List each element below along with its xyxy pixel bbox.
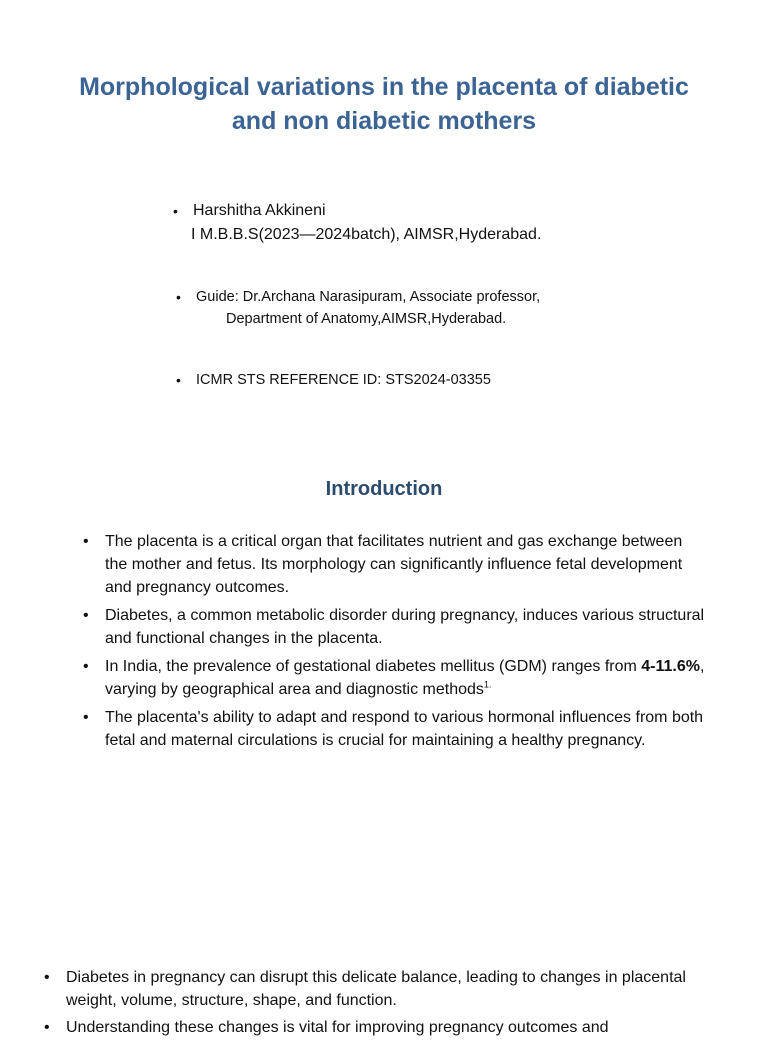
- author-name: Harshitha Akkineni: [193, 202, 326, 219]
- list-item-text: Diabetes in pregnancy can disrupt this delicate balance, leading to changes in placental weight, volume, structure, shape, and function.: [66, 969, 686, 1009]
- list-item-text: Understanding these changes is vital for improving pregnancy outcomes and: [66, 1019, 609, 1036]
- title-line-2: and non diabetic mothers: [231, 107, 537, 135]
- bullet-icon: •: [83, 658, 89, 675]
- list-item: [83, 706, 705, 752]
- title-line-1: Morphological variations in the placenta of diabetic: [79, 73, 689, 101]
- bullet-icon: •: [44, 1019, 50, 1036]
- bullet-icon: •: [176, 289, 181, 305]
- reference-superscript: 1.: [483, 679, 492, 690]
- document-title: [40, 70, 728, 138]
- bullet-icon: •: [176, 372, 181, 388]
- author-block: [173, 199, 542, 247]
- list-item: [44, 1016, 726, 1039]
- introduction-list: [83, 530, 705, 757]
- list-item-text-after: , varying by geographical area and diagnostic methods: [105, 658, 705, 698]
- list-item: [83, 530, 705, 599]
- author-affiliation: I M.B.B.S(2023—2024batch), AIMSR,Hyderabad.: [191, 226, 542, 243]
- list-item: [83, 604, 705, 650]
- bullet-icon: •: [44, 969, 50, 986]
- list-item-text-before: In India, the prevalence of gestational diabetes mellitus (GDM) ranges from: [105, 658, 642, 675]
- list-item-text: Diabetes, a common metabolic disorder during pregnancy, induces various structural and functional changes in the placenta.: [105, 607, 705, 647]
- bullet-icon: •: [83, 709, 89, 726]
- prevalence-range: 4-11.6%: [641, 658, 700, 675]
- list-item-text: The placenta's ability to adapt and respond to various hormonal influences from both fetal and maternal circulations is crucial for maintaining a healthy pregnancy.: [105, 709, 704, 749]
- reference-id: ICMR STS REFERENCE ID: STS2024-03355: [196, 372, 491, 388]
- guide-block: [176, 286, 541, 330]
- list-item-text: The placenta is a critical organ that facilitates nutrient and gas exchange between the mother and fetus. Its morphology can significantly influence fetal development and pregnancy outcomes.: [105, 533, 683, 596]
- bullet-icon: •: [83, 607, 89, 624]
- guide-line-1: Guide: Dr.Archana Narasipuram, Associate professor,: [196, 289, 541, 305]
- list-item: [44, 966, 726, 1012]
- bullet-icon: •: [83, 533, 89, 550]
- reference-block: [176, 369, 491, 391]
- guide-line-2: Department of Anatomy,AIMSR,Hyderabad.: [226, 311, 507, 327]
- introduction-heading: Introduction: [325, 478, 443, 500]
- list-item: [83, 655, 705, 701]
- bullet-icon: •: [173, 203, 178, 219]
- continued-list: [44, 966, 726, 1043]
